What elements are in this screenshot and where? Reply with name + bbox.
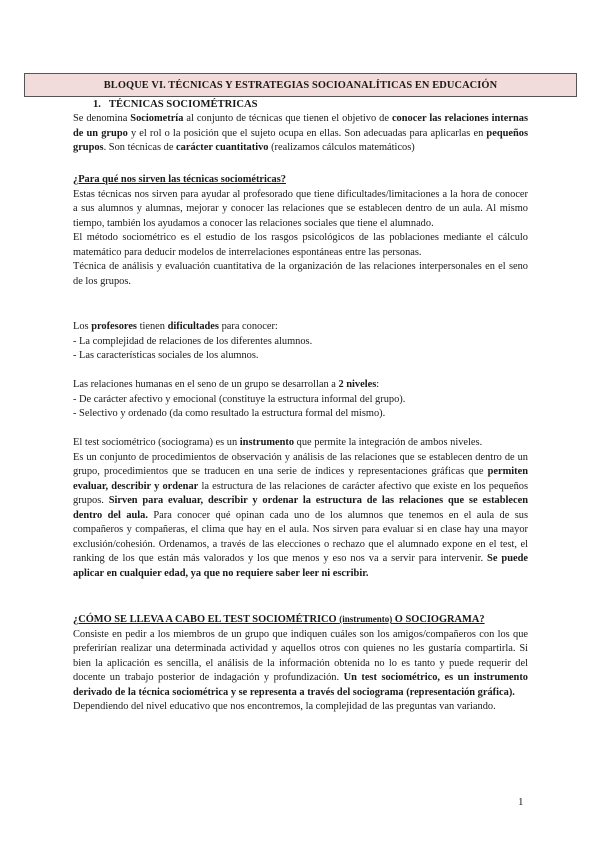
how-paragraph: Consiste en pedir a los miembros de un grupo que indiquen cuáles son los amigos/compañeros con los que preferirían realizar una determinada actividad y aquellos otros con quienes no les gustaría compartirla. Si bien la aplicación es sencilla, el análisis de la información obtenida no lo es tanto y puede requerir del docente un trabajo posterior de indagación y profundización. Un test sociométrico, es un instrumento derivado de la técnica sociométrica y se representa a través del sociograma (representación gráfica). — [73, 628, 528, 698]
intro-text: Se denomina — [73, 113, 131, 124]
test-section — [73, 436, 528, 581]
block-title-banner — [24, 73, 577, 97]
section-title: TÉCNICAS SOCIOMÉTRICAS — [108, 99, 258, 110]
list-item: - Selectivo y ordenado (da como resultado la estructura formal del mismo). — [73, 408, 386, 419]
intro-bold-term: conocer las relaciones internas de un grupo — [73, 113, 529, 139]
why-paragraph: Técnica de análisis y evaluación cuantitativa de la organización de las relaciones interpersonales en el seno de los grupos. — [73, 261, 528, 287]
intro-text: al conjunto de técnicas que tienen el objetivo de — [183, 113, 392, 124]
page-number: 1 — [518, 796, 524, 808]
section-number: 1. — [93, 99, 101, 110]
why-paragraph: Estas técnicas nos sirven para ayudar al profesorado que tiene dificultades/limitaciones a la hora de conocer a sus alumnos y alumnas, mejorar y conocer las relaciones que se establecen dentro de un aula. Al mismo tiempo, también los ayudamos a conocer las relaciones sociales que tiene el alumnado. — [73, 188, 528, 229]
list-item: - De carácter afectivo y emocional (constituye la estructura informal del grupo). — [73, 393, 406, 405]
levels-section — [73, 378, 528, 422]
teachers-intro: Los profesores tienen dificultades para conocer: — [73, 321, 278, 332]
why-section — [73, 173, 528, 289]
test-line: El test sociométrico (sociograma) es un instrumento que permite la integración de ambos niveles. — [73, 437, 483, 448]
teachers-section — [73, 320, 528, 364]
intro-text: (realizamos cálculos matemáticos) — [268, 142, 415, 153]
how-section — [73, 612, 528, 715]
intro-bold-term: Sociometría — [130, 113, 184, 124]
section-heading — [93, 98, 258, 112]
intro-text: . Son técnicas de — [103, 142, 177, 153]
list-item: - La complejidad de relaciones de los diferentes alumnos. — [73, 335, 313, 347]
intro-bold-term: carácter cuantitativo — [176, 142, 269, 153]
list-item: - Las características sociales de los alumnos. — [73, 350, 259, 361]
why-question: ¿Para qué nos sirven las técnicas sociométricas? — [73, 174, 286, 185]
why-paragraph: El método sociométrico es el estudio de los rasgos psicológicos de las poblaciones mediante el cálculo matemático para deducir modelos de interrelaciones espontáneas entre las personas. — [73, 232, 528, 258]
test-paragraph: Es un conjunto de procedimientos de observación y análisis de las relaciones que se establecen dentro de un grupo, procedimientos que se traducen en una serie de índices y representaciones gráficas que permiten evaluar, describir y ordenar la estructura de las relaciones de carácter afectivo que existe en los pequeños grupos. Sirven para evaluar, describir y ordenar la estructura de las relaciones que se establecen dentro del aula. Para conocer qué opinan cada uno de los alumnos que tenemos en el aula de sus compañeros y compañeras, el clima que hay en el aula. Nos sirven para evaluar si en clase hay una mayor exclusión/cohesión. Ordenamos, a través de las elecciones o rechazo que el alumnado expone en el test, el ranking de los que están más valorados y los que menos y eso nos va a servir para intervenir. Se puede aplicar en cualquier edad, ya que no requiere saber leer ni escribir. — [73, 451, 529, 579]
intro-text: y el rol o la posición que el sujeto ocupa en ellas. Son adecuadas para aplicarlas en — [127, 127, 487, 139]
intro-paragraph — [73, 112, 528, 156]
how-paragraph: Dependiendo del nivel educativo que nos encontremos, la complejidad de las preguntas van variando. — [73, 701, 496, 712]
block-title: BLOQUE VI. TÉCNICAS Y ESTRATEGIAS SOCIOANALÍTICAS EN EDUCACIÓN — [103, 80, 498, 91]
intro-bold-term: pequeños grupos — [73, 127, 528, 153]
levels-intro: Las relaciones humanas en el seno de un grupo se desarrollan a 2 niveles: — [73, 379, 380, 390]
how-question: ¿CÓMO SE LLEVA A CABO EL TEST SOCIOMÉTRICO (instrumento) O SOCIOGRAMA? — [73, 614, 485, 625]
